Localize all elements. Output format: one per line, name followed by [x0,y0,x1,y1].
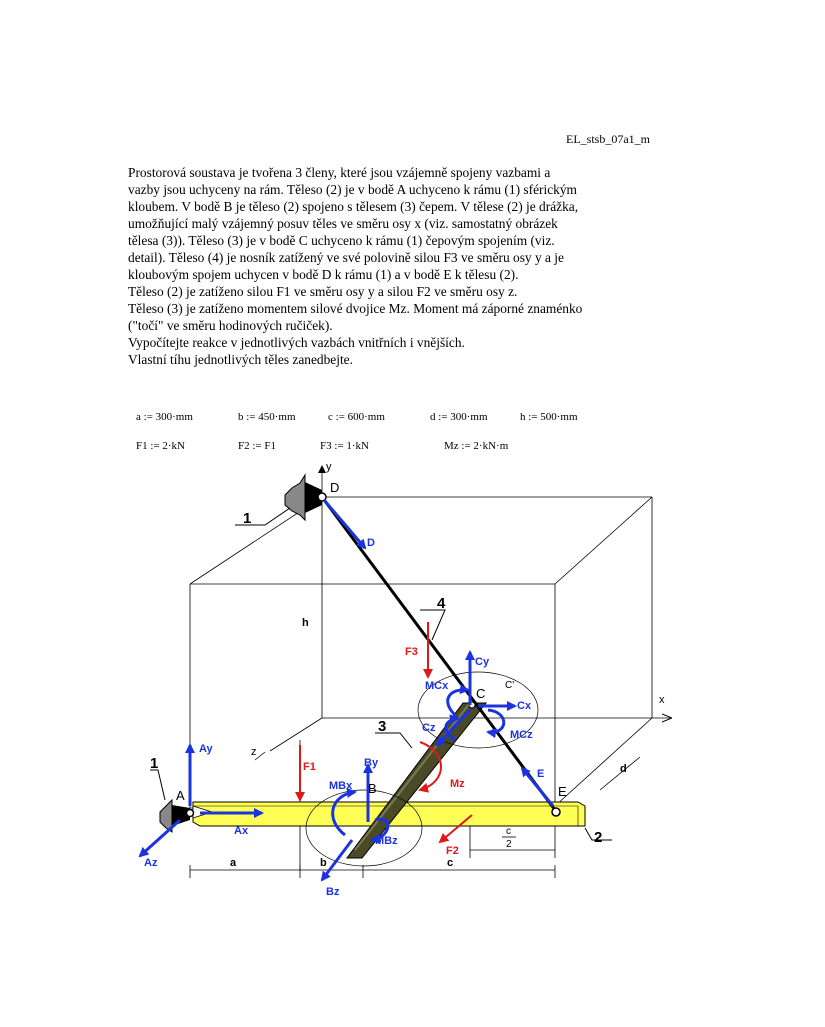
param-Mz: Mz := 2·kN·m [444,440,509,452]
document-code: EL_stsb_07a1_m [566,132,650,146]
label-point-C: C [476,686,486,701]
problem-line: kloubovým spojem uchycen v bodě D k rámu (1) a v bodě E k tělesu (2). [128,267,519,282]
label-member-1-left: 1 [150,755,159,772]
param-F2: F2 := F1 [238,440,276,452]
param-d: d := 300·mm [430,411,488,423]
label-point-A: A [176,788,185,803]
label-axis-x: x [659,694,665,706]
label-F1: F1 [303,761,316,773]
support-D [285,475,326,520]
label-dim-c-half-den: 2 [506,839,512,850]
label-point-D: D [330,480,340,495]
label-member-1-top: 1 [243,510,252,527]
param-c: c := 600·mm [328,411,385,423]
label-Cz: Cz [422,722,436,734]
label-MBx: MBx [329,780,353,792]
label-point-B: B [368,781,377,796]
joint-E [552,808,560,816]
label-Ax: Ax [234,825,249,837]
label-Cx: Cx [517,700,532,712]
label-detail-c: C' [505,680,515,691]
label-Az: Az [144,857,158,869]
label-dim-a: a [230,857,237,869]
problem-line: umožňující malý vzájemný posuv těles ve směru osy x (viz. samostatný obrázek [128,216,558,231]
problem-line: Prostorová soustava je tvořena 3 členy, které jsou vzájemně spojeny vazbami a [128,165,551,180]
label-member-2: 2 [594,829,603,846]
label-dim-h: h [302,617,309,629]
label-Bz: Bz [326,886,340,898]
param-F1: F1 := 2·kN [136,440,185,452]
label-member-4: 4 [437,595,446,612]
problem-line: detail). Těleso (4) je nosník zatížený ve své polovině silou F3 ve směru osy y a je [128,250,564,265]
support-A [160,800,194,832]
problem-line: ("točí" ve směru hodinových ručiček). [128,318,333,333]
label-Ay: Ay [199,743,213,755]
problem-line: Vlastní tíhu jednotlivých těles zanedbejte. [128,352,353,367]
label-dim-d: d [620,763,627,775]
label-dim-c: c [447,857,454,869]
label-dim-b: b [320,857,327,869]
param-h: h := 500·mm [520,411,578,423]
problem-line: kloubem. V bodě B je těleso (2) spojeno s tělesem (3) čepem. V tělese (2) je drážka, [128,199,579,214]
problem-line: Vypočítejte reakce v jednotlivých vazbách vnitřních i vnějších. [128,335,465,350]
label-axis-z: z [251,746,257,758]
label-dim-c-half-num: c [506,826,511,837]
param-a: a := 300·mm [136,411,193,423]
label-MCx: MCx [425,680,449,692]
force-Az-arrow [140,820,180,856]
problem-line: Těleso (2) je zatíženo silou F1 ve směru osy y a silou F2 ve směru osy z. [128,284,518,299]
problem-line: tělesa (3)). Těleso (3) je v bodě C uchyceno k rámu (1) čepovým spojením (viz. [128,233,555,248]
label-force-E: E [537,768,545,780]
leader-lines [150,508,612,840]
force-D-arrow [324,500,365,548]
label-Cy: Cy [475,656,490,668]
label-force-D: D [367,537,375,549]
label-member-3: 3 [378,718,387,735]
param-b: b := 450·mm [238,411,296,423]
problem-line: Těleso (3) je zatíženo momentem silové dvojice Mz. Moment má záporné znaménko [128,301,583,316]
label-MCz: MCz [510,729,533,741]
problem-line: vazby jsou uchyceny na rám. Těleso (2) je v bodě A uchyceno k rámu (1) sférickým [128,182,577,197]
param-F3: F3 := 1·kN [320,440,369,452]
label-By: By [364,757,379,769]
label-F3: F3 [405,646,418,658]
label-MBz: MBz [375,835,398,847]
label-F2: F2 [446,845,459,857]
label-axis-y: y [326,461,332,473]
label-Mz: Mz [450,778,465,790]
label-point-E: E [558,784,567,799]
